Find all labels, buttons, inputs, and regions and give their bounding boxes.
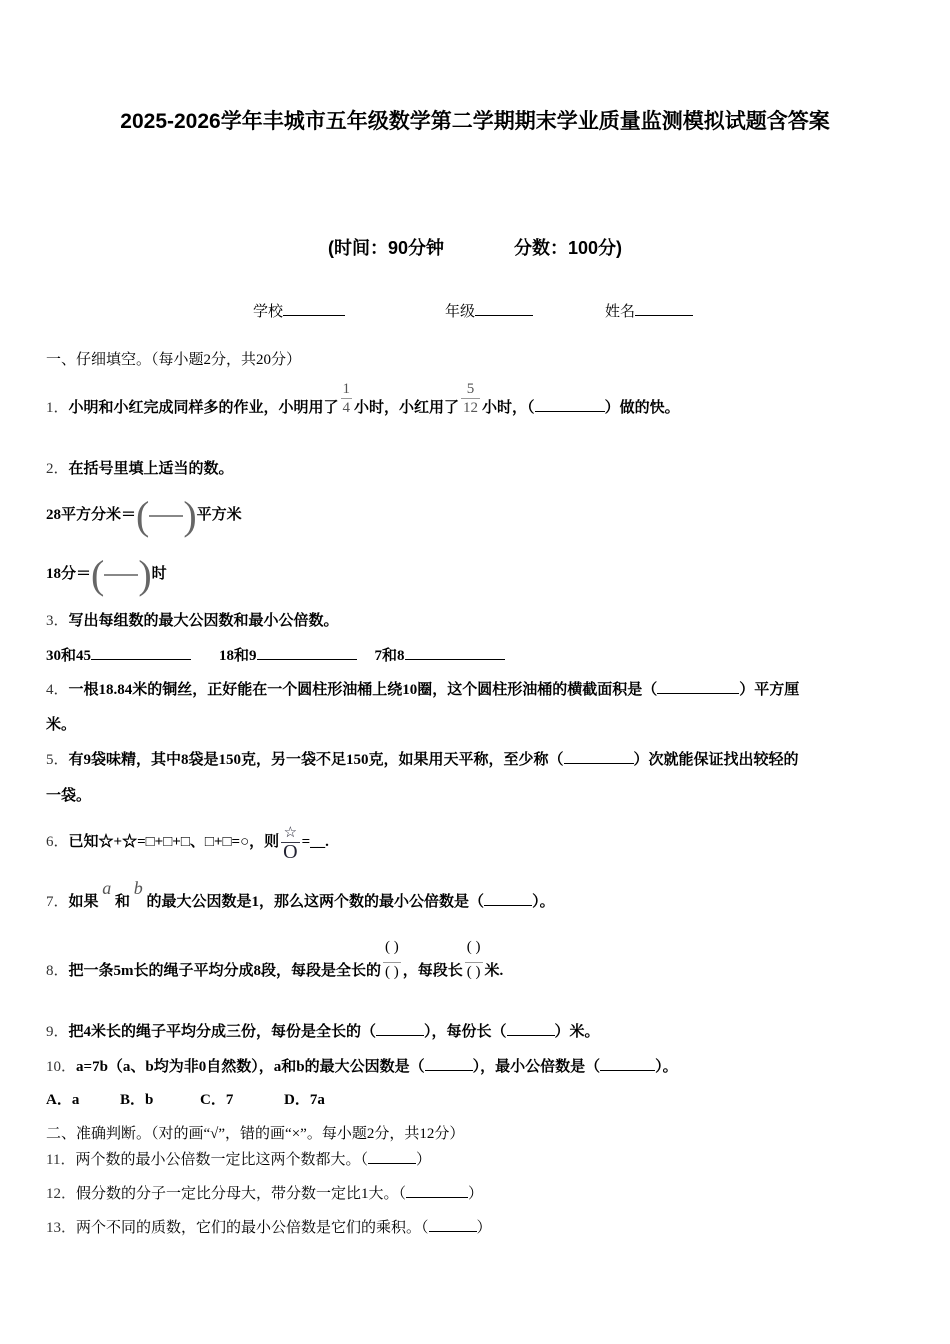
option-b[interactable]: B．b [120,1092,154,1108]
question-text: 两个数的最小公倍数一定比这两个数都大。（ [75,1152,368,1168]
numerator: ( ) [383,938,401,963]
question-10 [46,1056,678,1077]
question-text: ）次就能保证找出较轻的 [633,752,799,768]
question-text: 在括号里填上适当的数。 [68,461,234,477]
name-field [605,301,693,322]
question-text: a=7b（a、b均为非0自然数），a和b的最大公因数是（ [76,1059,425,1075]
question-text: ）做的快。 [604,400,680,416]
variable-a: a [102,878,112,898]
question-text: ）米。 [554,1024,600,1040]
fraction-blank[interactable] [465,938,483,981]
question-text: 小明和小红完成同样多的作业，小明用了 [68,400,339,416]
answer-blank[interactable] [657,679,739,694]
document-title: 2025-2026学年丰城市五年级数学第二学期期末学业质量监测模拟试题含答案 [120,110,830,133]
question-text: 有9袋味精，其中8袋是150克，另一袋不足150克，如果用天平称，至少称（ [68,752,564,768]
question-4 [46,679,799,700]
question-text: =__. [301,834,329,850]
question-text: ），每份长（ [424,1024,507,1040]
answer-blank[interactable] [564,749,634,764]
denominator: 12 [463,400,479,417]
question-number: 3． [46,613,69,629]
numerator: ( ) [465,938,483,963]
denominator: ( ) [385,964,399,980]
question-text: 小时，小红用了 [354,400,460,416]
question-number: 4． [46,682,69,698]
question-12 [46,1183,483,1204]
question-10-options [46,1090,325,1110]
question-text: ）。 [532,894,555,910]
grade-field [445,301,533,322]
denominator: 4 [342,400,351,417]
question-4-continued: 米。 [46,717,77,733]
question-number: 12． [46,1186,77,1202]
answer-blank[interactable] [429,1217,477,1232]
question-7 [46,878,555,912]
question-3-groups [46,645,505,666]
question-text: ） [415,1152,431,1168]
question-number: 5． [46,752,69,768]
question-text: 已知☆+☆=□+□+□、□+□=○，则 [68,834,280,850]
question-2-line-1: 28平方分米＝( )平方米 [46,492,242,538]
variable-b: b [133,878,143,898]
numerator: 5 [461,380,480,399]
question-number: 11． [46,1152,76,1168]
question-text: 两个不同的质数，它们的最小公倍数是它们的乘积。（ [76,1220,429,1236]
question-11 [46,1149,431,1170]
option-a[interactable]: A．a [46,1092,80,1108]
fraction [461,380,480,417]
question-text: ）。 [655,1059,678,1075]
section-1-heading: 一、仔细填空。（每小题2分，共20分） [46,352,302,368]
question-number: 10． [46,1059,77,1075]
question-text: 28平方分米＝ [46,507,137,523]
school-field [253,301,345,322]
group-label: 7和8 [374,648,405,664]
question-5-continued: 一袋。 [46,788,92,804]
question-text: 和 [115,894,131,910]
answer-blank[interactable] [507,1021,555,1036]
exam-info [0,238,950,258]
fraction [281,824,299,864]
answer-blank[interactable] [405,645,505,660]
question-8 [46,938,503,981]
question-13 [46,1217,492,1238]
question-1 [46,381,680,428]
answer-blank[interactable] [535,397,605,412]
option-c[interactable]: C．7 [200,1092,234,1108]
question-text: 的最大公因数是1，那么这两个数的最小公倍数是（ [146,894,485,910]
answer-blank[interactable] [425,1056,473,1071]
fraction [341,380,353,417]
question-5 [46,749,799,770]
name-label: 姓名 [605,304,636,320]
answer-blank[interactable] [91,645,191,660]
option-d[interactable]: D．7a [284,1092,325,1108]
question-text: 小时，（ [482,400,535,416]
question-text: 一根18.84米的铜丝，正好能在一个圆柱形油桶上绕10圈，这个圆柱形油桶的横截面积是（ [68,682,658,698]
question-number: 6． [46,834,69,850]
question-text: ，每段长 [402,963,463,979]
total-score: 分数：100分) [513,238,623,258]
question-text: 假分数的分子一定比分母大，带分数一定比1大。（ [76,1186,407,1202]
question-number: 8． [46,963,69,979]
answer-blank[interactable] [406,1183,468,1198]
question-number: 7． [46,894,69,910]
denominator: ( ) [466,964,481,980]
question-text: ） [476,1220,492,1236]
question-2-line-2: 18分＝( )时 [46,551,167,597]
numerator: 1 [342,381,351,398]
answer-blank[interactable] [257,645,357,660]
question-2 [46,459,234,479]
question-text: 如果 [68,894,99,910]
circle-icon: O [283,841,298,864]
question-number: 9． [46,1024,69,1040]
group-label: 30和45 [46,648,92,664]
answer-blank[interactable] [104,574,138,576]
time-limit: (时间：90分钟 [327,238,444,258]
question-text: ），最小公倍数是（ [472,1059,601,1075]
question-9 [46,1021,600,1042]
question-number: 2． [46,461,69,477]
question-text: 时 [151,566,167,582]
answer-blank[interactable] [484,891,532,906]
question-text: 米. [484,963,504,979]
question-text: 写出每组数的最大公因数和最小公倍数。 [68,613,339,629]
grade-label: 年级 [445,304,476,320]
question-number: 1． [46,400,69,416]
question-3 [46,611,339,631]
answer-blank[interactable] [600,1056,655,1071]
question-number: 13． [46,1220,77,1236]
answer-blank[interactable] [149,515,183,517]
question-text: 把4米长的绳子平均分成三份，每份是全长的（ [68,1024,377,1040]
answer-blank[interactable] [376,1021,424,1036]
question-text: 把一条5m长的绳子平均分成8段，每段是全长的 [68,963,382,979]
question-6 [46,822,329,862]
question-text: ） [468,1186,484,1202]
question-text: 18分＝ [46,566,92,582]
question-text: 平方米 [196,507,242,523]
fraction-blank[interactable] [383,938,401,981]
school-label: 学校 [253,304,284,320]
group-label: 18和9 [219,648,257,664]
section-2-heading: 二、准确判断。（对的画“√”，错的画“×”。每小题2分，共12分） [46,1126,465,1142]
answer-blank[interactable] [368,1149,416,1164]
star-icon: ☆ [281,824,299,843]
question-text: ）平方厘 [739,682,800,698]
